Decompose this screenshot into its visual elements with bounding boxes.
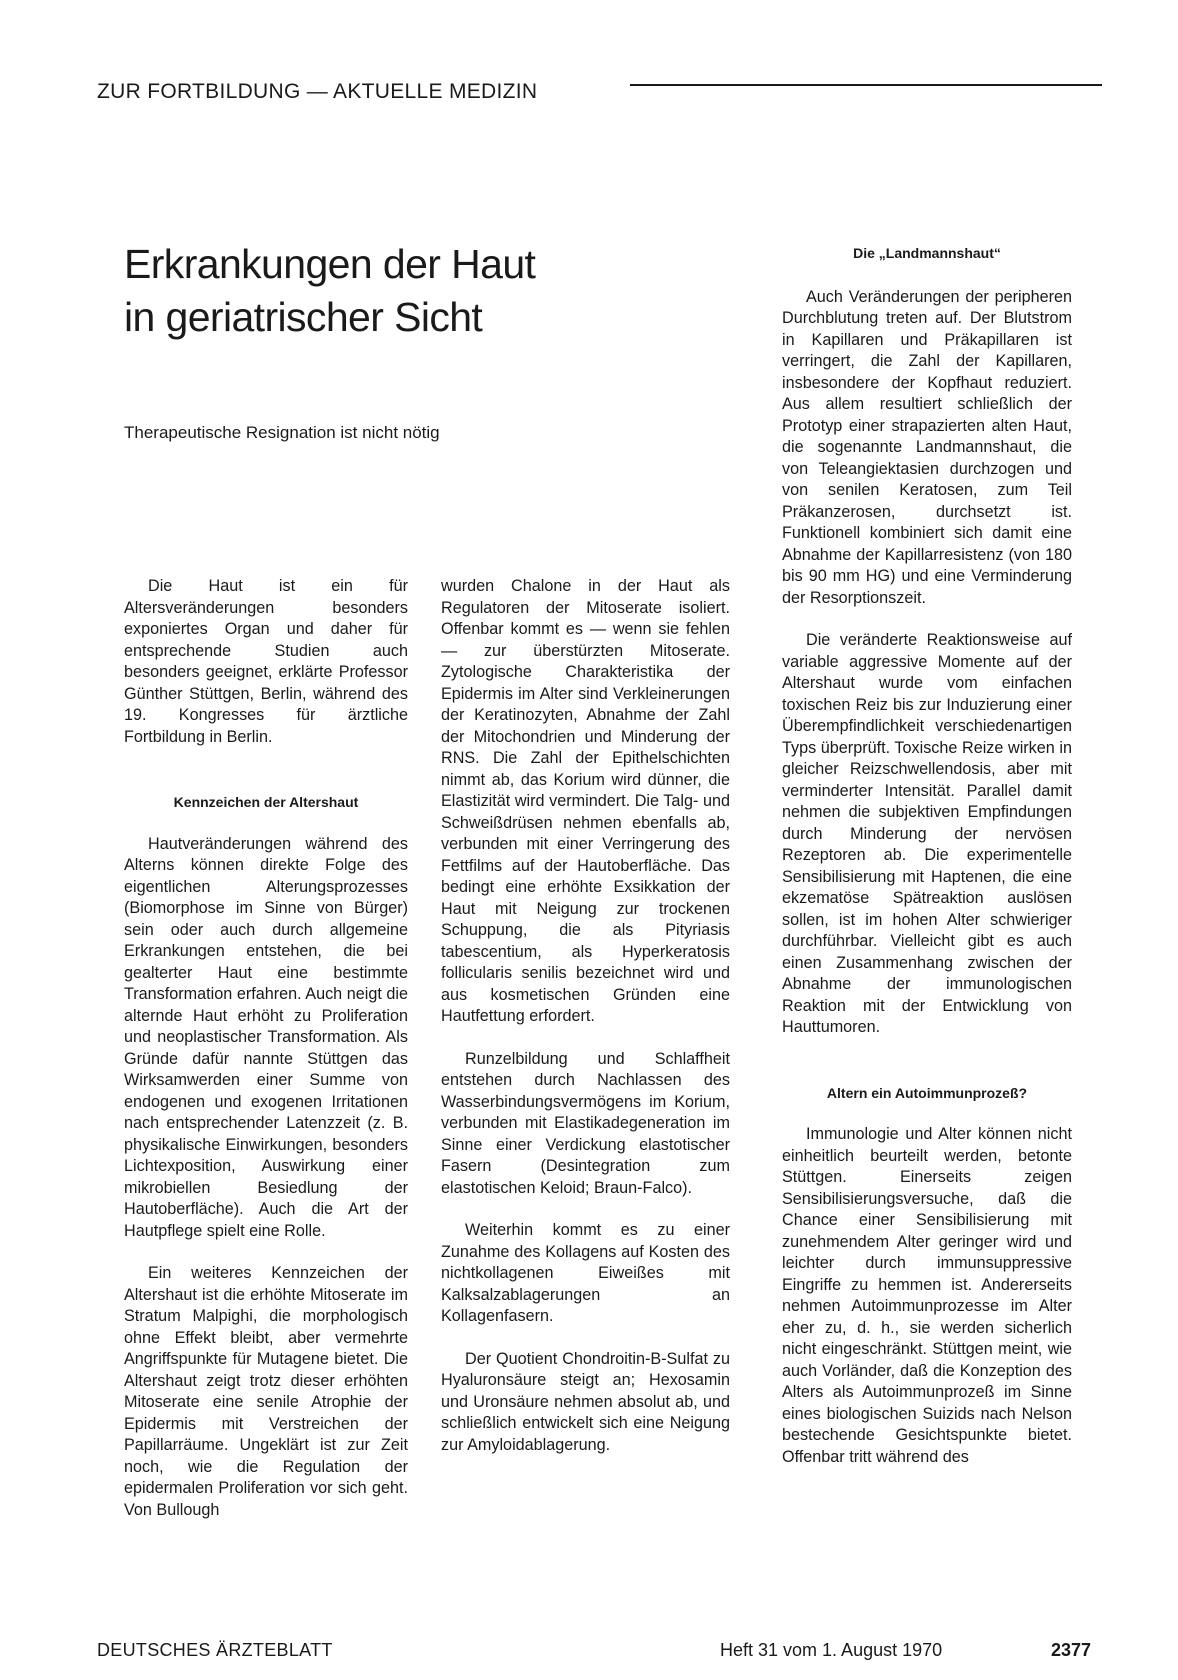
article-title (124, 238, 535, 344)
journal-name: DEUTSCHES ÄRZTEBLATT (97, 1640, 333, 1660)
section-heading: Kennzeichen der Altershaut (173, 794, 359, 810)
article-subtitle: Therapeutische Resignation ist nicht nötig (124, 423, 440, 442)
paragraph: Hautveränderungen während des Alterns können direkte Folge des eigentlichen Alterungsprozesses (Biomorphose im Sinne von Bürger) sein oder auch durch allgemeine Erkrankungen entstehen, die bei gealterter Haut eine bestimmte Transformation erfahren. Auch neigt die alternde Haut erhöht zu Proliferation und neoplastischer Transformation. Als Gründe dafür nannte Stüttgen das Wirksamwerden einer Summe von endogenen und exogenen Irritationen nach entsprechender Latenzzeit (z. B. physikalische Einwirkungen, besonders Lichtexposition, Auswirkung einer mikrobiellen Besiedlung der Hautoberfläche). Auch die Art der Hautpflege spielt eine Rolle. (124, 834, 408, 1240)
page-number: 2377 (1051, 1640, 1092, 1660)
section-heading: Altern ein Autoimmunprozeß? (826, 1084, 1028, 1101)
paragraph: wurden Chalone in der Haut als Regulatoren der Mitoserate isoliert. Offenbar kommt es — wenn sie fehlen — zur überstürzten Mitoserate. Zytologische Charakteristika der Epidermis im Alter sind Verkleinerungen der Keratinozyten, Abnahme der Zahl der Mitochondrien und Minderung der RNS. Die Zahl der Epithelschichten nimmt ab, das Korium wird dünner, die Elastizität wird vermindert. Die Talg- und Schweißdrüsen nehmen ebenfalls ab, verbunden mit einer Verringerung des Fettfilms auf der Hautoberfläche. Das bedingt eine erhöhte Exsikkation der Haut mit Neigung zur trockenen Schuppung, die als Pityriasis tabescentium, als Hyperkeratosis follicularis senilis bezeichnet wird und aus kosmetischen Gründen eine Hautfettung erfordert. (441, 577, 730, 1025)
column-2 (441, 576, 730, 1456)
paragraph: Ein weiteres Kennzeichen der Altershaut ist die erhöhte Mitoserate im Stratum Malpighi, die morphologisch ohne Effekt bleibt, aber vermehrte Angriffspunkte für Mutagene bietet. Die Altershaut zeigt trotz dieser erhöhten Mitoserate eine senile Atrophie der Epidermis mit Verstreichen der Papillarräume. Ungeklärt ist zur Zeit noch, wie die Regulation der epidermalen Proliferation vor sich geht. Von Bullough (124, 1264, 408, 1519)
paragraph: Die Haut ist ein für Altersveränderungen besonders exponiertes Organ und daher für entsprechende Studien auch besonders geeignet, erklärte Professor Günther Stüttgen, Berlin, während des 19. Kongresses für ärztliche Fortbildung in Berlin. (124, 577, 408, 746)
paragraph: Der Quotient Chondroitin-B-Sulfat zu Hyaluronsäure steigt an; Hexosamin und Uronsäure nehmen absolut ab, und schließlich entwickelt sich eine Neigung zur Amyloidablagerung. (441, 1349, 730, 1454)
title-line-2: in geriatrischer Sicht (124, 294, 483, 340)
title-line-1: Erkrankungen der Haut (124, 241, 536, 287)
paragraph: Auch Veränderungen der peripheren Durchblutung treten auf. Der Blutstrom in Kapillaren und Präkapillaren ist verringert, die Zahl der Kapillaren, insbesondere der Kopfhaut reduziert. Aus allem resultiert schließlich der Prototyp einer strapazierten alten Haut, die sogenannte Landmannshaut, die von Teleangiektasien durchzogen und von senilen Keratosen, zum Teil Präkanzerosen, durchsetzt ist. Funktionell kombiniert sich damit eine Abnahme der Kapillarresistenz (von 180 bis 90 mm HG) und eine Verminderung der Resorptionszeit. (782, 287, 1072, 607)
paragraph: Weiterhin kommt es zu einer Zunahme des Kollagens auf Kosten des nichtkollagenen Eiweißes mit Kalksalzablagerungen an Kollagenfasern. (441, 1221, 730, 1325)
issue-info: Heft 31 vom 1. August 1970 (720, 1640, 943, 1660)
column-1 (124, 576, 408, 1521)
paragraph: Die veränderte Reaktionsweise auf variable aggressive Momente auf der Altershaut wurde vom einfachen toxischen Reiz bis zur Induzierung einer Überempfindlichkeit verschiedenartigen Typs überprüft. Toxische Reize wirken in gleicher Reizschwellendosis, aber mit verminderter Intensität. Parallel damit nehmen die subjektiven Empfindungen durch Minderung der nervösen Rezeptoren ab. Die experimentelle Sensibilisierung mit Haptenen, die eine ekzematöse Spätreaktion auslösen sollen, ist im hohen Alter schwieriger durchführbar. Vielleicht gibt es auch einen Zusammenhang zwischen der Abnahme der immunologischen Reaktion mit der Entwicklung von Hauttumoren. (782, 631, 1072, 1036)
paragraph: Runzelbildung und Schlaffheit entstehen durch Nachlassen des Wasserbindungsvermögens im Korium, verbunden mit Elastikadegeneration im Sinne einer Verdickung elastotischer Fasern (Desintegration zum elastotischen Keloid; Braun-Falco). (441, 1049, 730, 1197)
section-heading: Die „Landmannshaut“ (853, 245, 1001, 261)
paragraph: Immunologie und Alter können nicht einheitlich beurteilt werden, betonte Stüttgen. Einerseits zeigen Sensibilisierungsversuche, daß die Chance einer Sensibilisierung mit zunehmendem Alter geringer wird und leichter durch immunsuppressive Eingriffe zu hemmen ist. Andererseits nehmen Autoimmunprozesse im Alter eher zu, d. h., sie werden sicherlich nicht eingeschränkt. Stüttgen meint, wie auch Vorländer, daß die Konzeption des Alters als Autoimmunprozeß im Sinne eines biologischen Suizids nach Nelson bestechende Gesichtspunkte bietet. Offenbar tritt während des (782, 1125, 1072, 1466)
header-rule (630, 84, 1102, 86)
running-head: ZUR FORTBILDUNG — AKTUELLE MEDIZIN (97, 80, 538, 103)
column-3 (782, 243, 1072, 1468)
